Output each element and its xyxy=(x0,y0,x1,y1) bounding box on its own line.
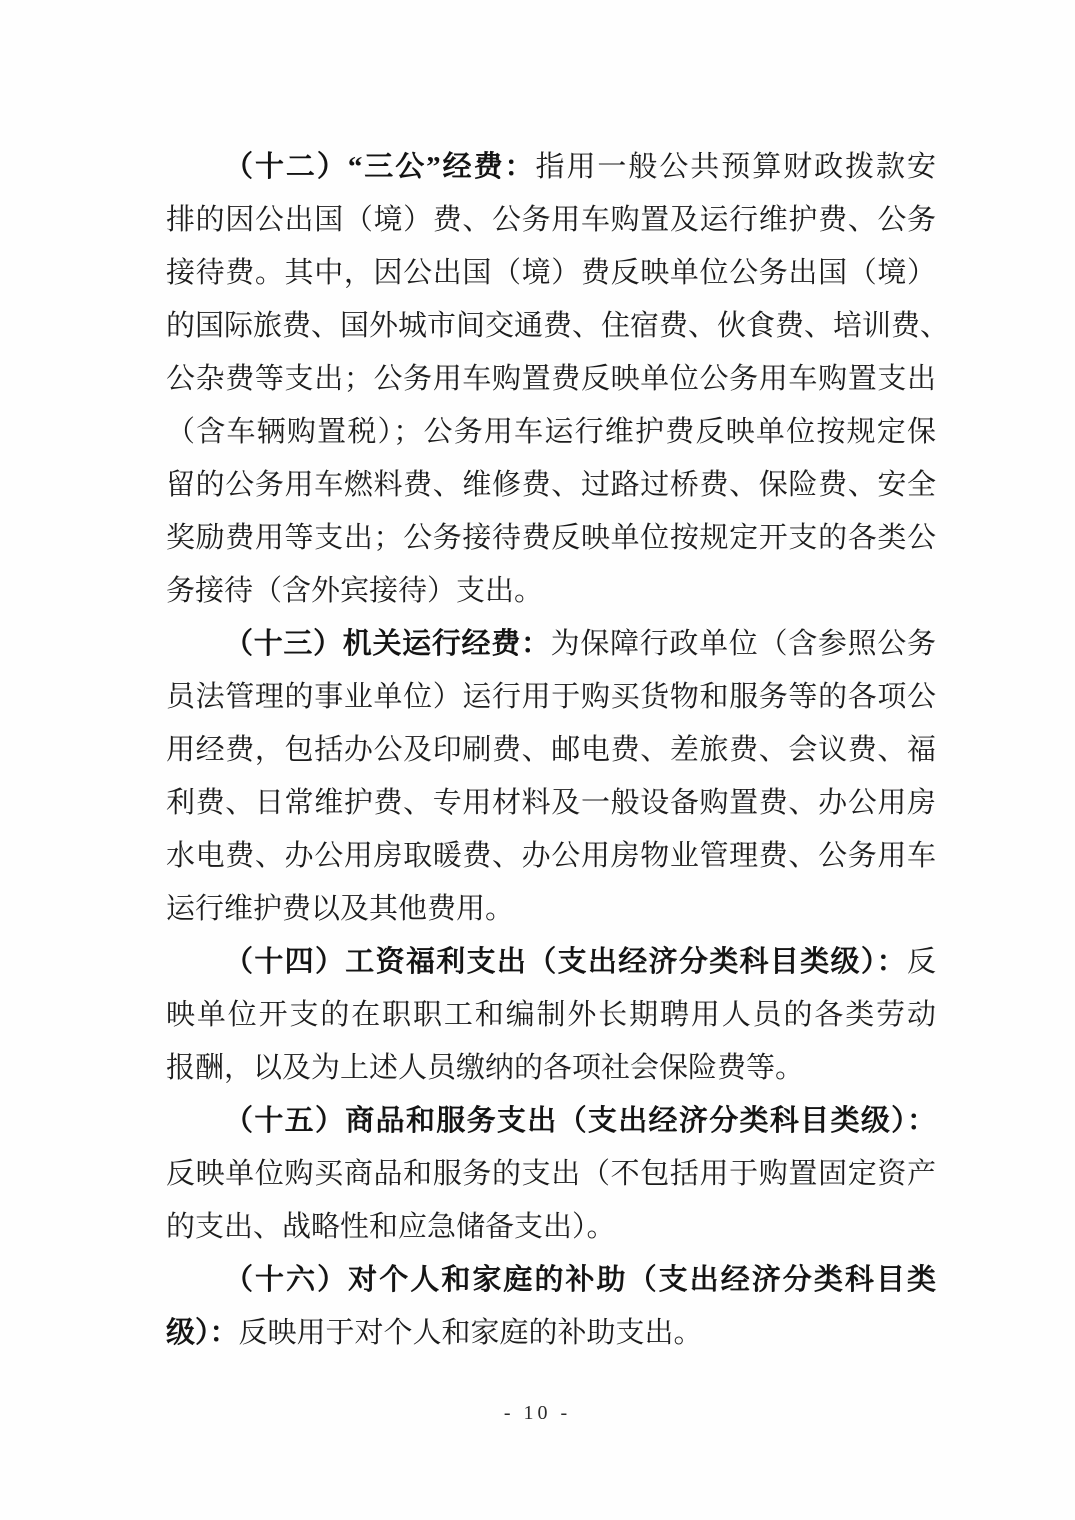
text-line xyxy=(166,883,936,936)
text-line xyxy=(166,512,936,565)
text-line xyxy=(166,459,936,512)
text-line xyxy=(166,618,936,671)
body-text: 反映单位购买商品和服务的支出（不包括用于购置固定资产 xyxy=(166,1158,936,1190)
body-text: 员法管理的事业单位）运行用于购买货物和服务等的各项公 xyxy=(166,681,936,713)
text-line xyxy=(166,194,936,247)
paragraph-item-12-sangong-funds xyxy=(166,141,950,618)
body-text: 反映用于对个人和家庭的补助支出。 xyxy=(238,1317,703,1349)
text-line xyxy=(166,141,936,194)
body-text: 利费、日常维护费、专用材料及一般设备购置费、办公用房 xyxy=(166,787,936,819)
body-text: 映单位开支的在职职工和编制外长期聘用人员的各类劳动 xyxy=(166,999,936,1031)
text-line xyxy=(166,777,936,830)
text-line xyxy=(166,1201,936,1254)
text-line xyxy=(166,300,950,353)
text-line xyxy=(166,1148,936,1201)
body-text: 的支出、战略性和应急储备支出）。 xyxy=(166,1211,616,1243)
heading-text: （十五）商品和服务支出（支出经济分类科目类级）： xyxy=(224,1105,936,1137)
document-body xyxy=(166,141,950,1360)
text-line xyxy=(166,1307,936,1360)
text-line xyxy=(166,724,936,777)
body-text: 反 xyxy=(906,946,936,978)
body-text: 的国际旅费、国外城市间交通费、住宿费、伙食费、培训费、 xyxy=(166,310,950,342)
text-line xyxy=(166,1042,936,1095)
body-text: 运行维护费以及其他费用。 xyxy=(166,893,515,925)
text-line xyxy=(166,565,936,618)
paragraph-item-13-agency-operating-funds xyxy=(166,618,936,936)
body-text: 公杂费等支出；公务用车购置费反映单位公务用车购置支出 xyxy=(166,363,936,395)
body-text: 水电费、办公用房取暖费、办公用房物业管理费、公务用车 xyxy=(166,840,936,872)
heading-text: （十四）工资福利支出（支出经济分类科目类级）： xyxy=(224,946,907,978)
body-text: 留的公务用车燃料费、维修费、过路过桥费、保险费、安全 xyxy=(166,469,936,501)
paragraph-item-16-subsidies-individuals-families xyxy=(166,1254,936,1360)
text-line xyxy=(166,247,936,300)
body-text: 接待费。其中，因公出国（境）费反映单位公务出国（境） xyxy=(166,257,936,289)
text-line xyxy=(166,1254,936,1307)
text-line xyxy=(166,989,936,1042)
text-line xyxy=(166,830,936,883)
heading-text: （十三）机关运行经费： xyxy=(224,628,551,660)
body-text: 排的因公出国（境）费、公务用车购置及运行维护费、公务 xyxy=(166,204,936,236)
body-text: 报酬，以及为上述人员缴纳的各项社会保险费等。 xyxy=(166,1052,805,1084)
body-text: 奖励费用等支出；公务接待费反映单位按规定开支的各类公 xyxy=(166,522,936,554)
body-text: 为保障行政单位（含参照公务 xyxy=(550,628,936,660)
heading-text: （十六）对个人和家庭的补助（支出经济分类科目类 xyxy=(224,1264,936,1296)
body-text: （含车辆购置税）；公务用车运行维护费反映单位按规定保 xyxy=(166,416,936,448)
body-text: 指用一般公共预算财政拨款安 xyxy=(535,151,936,183)
paragraph-item-15-goods-services-expenditure xyxy=(166,1095,936,1254)
text-line xyxy=(166,936,936,989)
body-text: 务接待（含外宾接待）支出。 xyxy=(166,575,544,607)
paragraph-item-14-wage-welfare-expenditure xyxy=(166,936,936,1095)
text-line xyxy=(166,1095,936,1148)
text-line xyxy=(166,406,936,459)
body-text: 用经费，包括办公及印刷费、邮电费、差旅费、会议费、福 xyxy=(166,734,936,766)
page-number: - 10 - xyxy=(503,1402,572,1424)
heading-text: 级）： xyxy=(166,1317,239,1349)
text-line xyxy=(166,353,936,406)
heading-text: （十二）“三公”经费： xyxy=(224,151,536,183)
text-line xyxy=(166,671,936,724)
